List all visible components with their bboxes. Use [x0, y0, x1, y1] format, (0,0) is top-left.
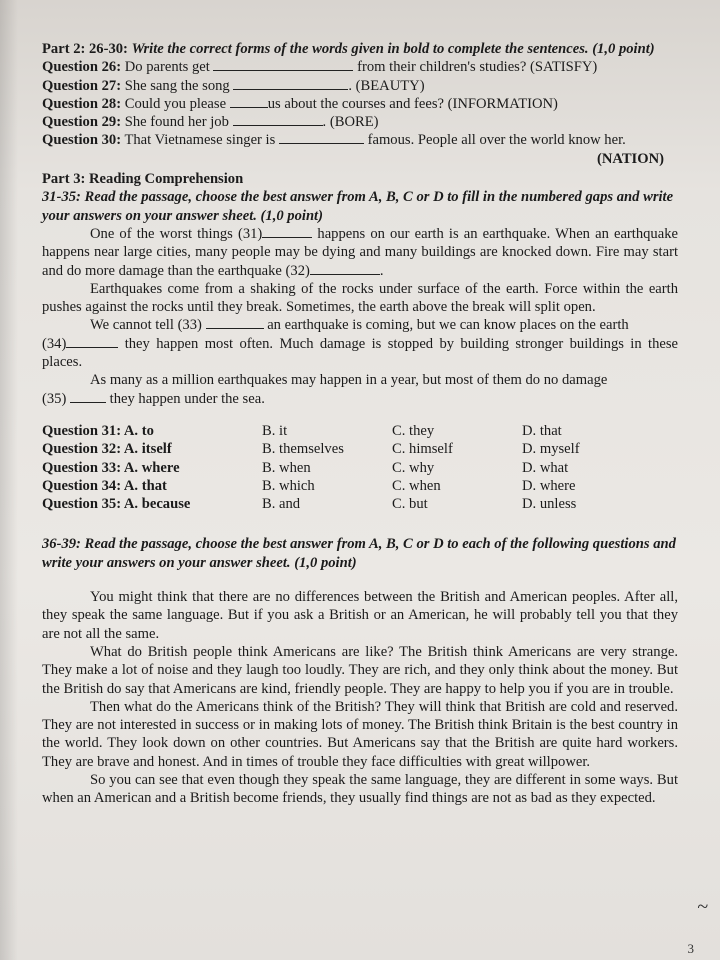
- handwritten-mark: ~: [697, 895, 708, 918]
- question-26: Question 26: Do parents get from their children's studies? (SATISFY): [42, 59, 598, 76]
- passage2-paragraph1: You might think that there are no differences between the British and American peoples. After all, they speak the same language. But if you ask a British or an American, he will probably tell you that they are not all the same.: [42, 589, 678, 642]
- passage1-paragraph3-cont: (34) they happen most often. Much damage is stopped by building stronger buildings in these places.: [42, 335, 679, 371]
- question-28: Question 28: Could you please us about the courses and fees? (INFORMATION): [42, 95, 558, 112]
- passage1-paragraph4: As many as a million earthquakes may happen in a year, but most of them do no damage: [90, 372, 608, 389]
- option-q: Question 33: A. where: [42, 459, 180, 476]
- part3-instruction-2: 36-39: Read the passage, choose the best answer from A, B, C or D to each of the following questions and write your answers on your answer sheet. (1,0 point): [42, 536, 676, 571]
- option-b: B. it: [262, 422, 288, 439]
- question-29: Question 29: She found her job . (BORE): [42, 114, 379, 131]
- q30-bold-word: (NATION): [596, 150, 664, 167]
- gap-33[interactable]: [206, 316, 264, 329]
- option-q: Question 35: A. because: [42, 496, 191, 513]
- passage2-paragraph4: So you can see that even though they speak the same language, they are different in some ways. But when an American and a British become friends, they usually find things are not as bad as they expected.: [42, 771, 678, 807]
- option-b: B. themselves: [262, 441, 344, 458]
- option-c: C. when: [392, 477, 441, 494]
- option-c: C. why: [392, 459, 435, 476]
- question-27: Question 27: She sang the song . (BEAUTY): [42, 77, 425, 94]
- option-d: D. where: [522, 477, 576, 494]
- part2-heading: Part 2: 26-30: Write the correct forms of the words given in bold to complete the sentences. (1,0 point): [42, 41, 655, 57]
- passage2-paragraph2: What do British people think Americans are like? The British think Americans are very strange. They make a lot of noise and they laugh too loudly. They are rich, and they only think about the money. But the British do say that Americans are kind, friendly people. They are happy to help you if you are in trouble.: [42, 643, 678, 697]
- option-c: C. but: [392, 496, 428, 513]
- passage1-paragraph2: Earthquakes come from a shaking of the rocks under surface of the earth. Force within the earth pushes against the rocks until they break. Sometimes, the earth above the break will split open.: [42, 280, 678, 316]
- option-d: D. myself: [522, 441, 580, 458]
- part3-heading: Part 3: Reading Comprehension: [42, 171, 244, 188]
- option-d: D. what: [522, 459, 569, 476]
- answer-blank[interactable]: [233, 77, 348, 90]
- part3-instruction-1: 31-35: Read the passage, choose the best answer from A, B, C or D to fill in the numbered gaps and write your answers on your answer sheet. (1,0 point): [42, 189, 674, 224]
- option-q: Question 31: A. to: [42, 422, 154, 439]
- options-table: [42, 422, 678, 513]
- answer-blank[interactable]: [233, 113, 323, 126]
- page-number: 3: [687, 940, 694, 956]
- option-b: B. when: [262, 459, 311, 476]
- answer-blank[interactable]: [213, 58, 353, 71]
- option-b: B. which: [262, 477, 315, 494]
- passage1-paragraph1: One of the worst things (31) happens on our earth is an earthquake. When an earthquake happens near large cities, many people may be dying and many buildings are knocked down. Fire may start and do more damage than the earthquake (32) .: [42, 225, 678, 279]
- passage1-paragraph4-cont: (35) they happen under the sea.: [42, 390, 265, 407]
- gap-31[interactable]: [262, 225, 312, 238]
- option-d: D. unless: [522, 496, 577, 513]
- question-30: Question 30: That Vietnamese singer is famous. People all over the world know her.: [42, 132, 626, 149]
- passage1-paragraph3: We cannot tell (33) an earthquake is coming, but we can know places on the earth: [90, 317, 629, 334]
- page-shadow: [0, 0, 18, 960]
- option-q: Question 32: A. itself: [42, 441, 172, 458]
- option-c: C. himself: [392, 441, 453, 458]
- gap-35[interactable]: [70, 390, 106, 403]
- option-b: B. and: [262, 496, 301, 513]
- option-d: D. that: [522, 422, 562, 439]
- option-c: C. they: [392, 422, 435, 439]
- gap-32[interactable]: [310, 262, 380, 275]
- answer-blank[interactable]: [279, 131, 364, 144]
- option-q: Question 34: A. that: [42, 477, 167, 494]
- passage2-paragraph3: Then what do the Americans think of the British? They will think that British are cold and reserved. They are not interested in success or in making lots of money. The British think Britain is the best country in the world. They look down on other countries. But Americans say that the British are quite hard workers. They are brave and honest. And in times of trouble they face difficulties with great willpower.: [42, 698, 678, 770]
- answer-blank[interactable]: [230, 95, 268, 108]
- gap-34[interactable]: [66, 335, 118, 348]
